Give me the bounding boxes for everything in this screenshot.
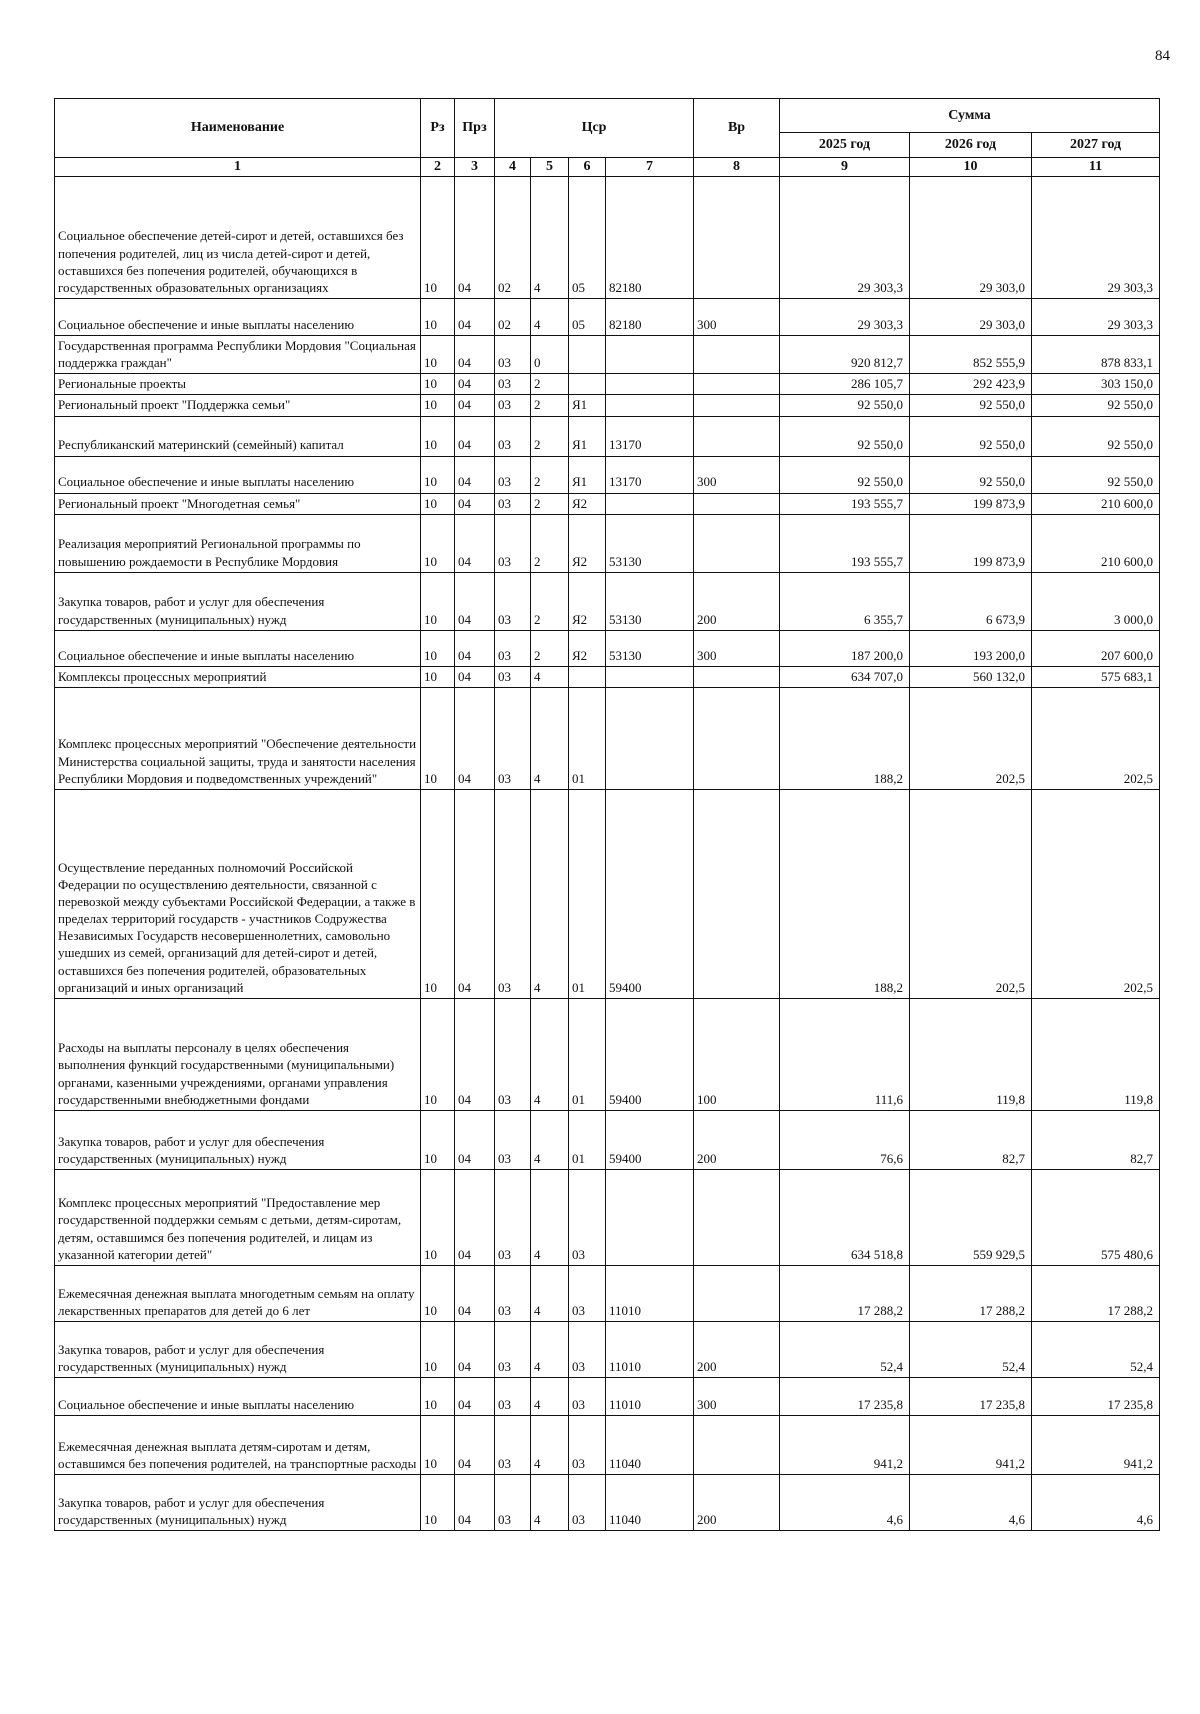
cell-c11: 3 000,0 [1032,572,1160,630]
cell-c2: 10 [421,395,455,416]
row-name-cell: Социальное обеспечение детей-сирот и детей, оставшихся без попечения родителей, лиц из числа детей-сирот и детей, оставшихся без попечения родителей, обучающихся в государственных образовательных организациях [55,177,421,299]
table-row [55,789,1160,998]
table-row [55,998,1160,1110]
column-index: 9 [780,158,910,177]
cell-c4: 03 [495,1265,531,1321]
cell-c3: 04 [455,666,495,687]
header-tser: Цср [495,99,694,158]
cell-c7: 59400 [606,1110,694,1169]
cell-c7: 13170 [606,456,694,493]
cell-c7: 11010 [606,1377,694,1415]
cell-c5: 4 [531,1169,569,1265]
cell-c10: 52,4 [910,1321,1032,1377]
cell-c11: 92 550,0 [1032,456,1160,493]
cell-c8: 200 [694,1321,780,1377]
cell-c8 [694,1415,780,1474]
cell-c9: 6 355,7 [780,572,910,630]
cell-c10: 29 303,0 [910,299,1032,336]
table-row [55,1169,1160,1265]
cell-c10: 559 929,5 [910,1169,1032,1265]
cell-c7 [606,493,694,514]
row-name-cell: Государственная программа Республики Мордовия "Социальная поддержка граждан" [55,336,421,374]
cell-c10: 199 873,9 [910,493,1032,514]
cell-c3: 04 [455,336,495,374]
cell-c6 [569,336,606,374]
cell-c3: 04 [455,572,495,630]
cell-c6: Я2 [569,572,606,630]
cell-c6: Я2 [569,493,606,514]
cell-c4: 03 [495,1110,531,1169]
cell-c10: 199 873,9 [910,514,1032,572]
cell-c8: 100 [694,998,780,1110]
table-row [55,1321,1160,1377]
cell-c6: Я2 [569,630,606,666]
cell-c9: 17 288,2 [780,1265,910,1321]
page-number: 84 [1155,48,1170,64]
row-name-cell: Социальное обеспечение и иные выплаты населению [55,456,421,493]
cell-c4: 03 [495,395,531,416]
row-name-cell: Региональные проекты [55,374,421,395]
row-name-cell: Социальное обеспечение и иные выплаты населению [55,1377,421,1415]
cell-c3: 04 [455,416,495,456]
cell-c9: 188,2 [780,789,910,998]
cell-c6: 03 [569,1377,606,1415]
table-row [55,1110,1160,1169]
cell-c11: 303 150,0 [1032,374,1160,395]
cell-c3: 04 [455,687,495,789]
cell-c7: 53130 [606,572,694,630]
cell-c4: 03 [495,514,531,572]
cell-c8: 300 [694,456,780,493]
cell-c6: 01 [569,1110,606,1169]
cell-c6 [569,374,606,395]
column-index: 7 [606,158,694,177]
column-index: 8 [694,158,780,177]
cell-c10: 292 423,9 [910,374,1032,395]
row-name-cell: Расходы на выплаты персоналу в целях обеспечения выполнения функций государственными (муниципальными) органами, казенными учреждениями, органами управления государственными внебюджетными фондами [55,998,421,1110]
cell-c11: 202,5 [1032,789,1160,998]
cell-c11: 17 235,8 [1032,1377,1160,1415]
column-index: 10 [910,158,1032,177]
cell-c3: 04 [455,1377,495,1415]
cell-c4: 03 [495,572,531,630]
cell-c3: 04 [455,395,495,416]
cell-c2: 10 [421,493,455,514]
cell-c2: 10 [421,1110,455,1169]
cell-c9: 29 303,3 [780,299,910,336]
cell-c2: 10 [421,1321,455,1377]
cell-c7 [606,374,694,395]
cell-c11: 29 303,3 [1032,177,1160,299]
cell-c5: 2 [531,514,569,572]
cell-c9: 92 550,0 [780,456,910,493]
cell-c6: Я1 [569,416,606,456]
row-name-cell: Социальное обеспечение и иные выплаты населению [55,299,421,336]
cell-c5: 4 [531,687,569,789]
cell-c11: 92 550,0 [1032,416,1160,456]
cell-c5: 4 [531,1110,569,1169]
cell-c6: 01 [569,687,606,789]
cell-c9: 634 518,8 [780,1169,910,1265]
cell-c8 [694,514,780,572]
table-row [55,572,1160,630]
cell-c2: 10 [421,1474,455,1530]
row-name-cell: Комплексы процессных мероприятий [55,666,421,687]
cell-c3: 04 [455,1474,495,1530]
cell-c5: 4 [531,177,569,299]
cell-c4: 03 [495,493,531,514]
cell-c11: 29 303,3 [1032,299,1160,336]
cell-c6: 05 [569,299,606,336]
cell-c5: 2 [531,395,569,416]
cell-c6: 03 [569,1265,606,1321]
cell-c7: 53130 [606,630,694,666]
row-name-cell: Закупка товаров, работ и услуг для обеспечения государственных (муниципальных) нужд [55,1321,421,1377]
cell-c2: 10 [421,630,455,666]
row-name-cell: Комплекс процессных мероприятий "Обеспечение деятельности Министерства социальной защиты, труда и занятости населения Республики Мордовия и подведомственных учреждений" [55,687,421,789]
cell-c2: 10 [421,789,455,998]
cell-c8 [694,789,780,998]
row-name-cell: Осуществление переданных полномочий Российской Федерации по осуществлению деятельности, связанной с перевозкой между субъектами Российской Федерации, а также в пределах территорий государств - участников Содружества Независимых Государств несовершеннолетних, самовольно ушедших из семей, организаций для детей-сирот и детей, оставшихся без попечения родителей, образовательных организаций и иных организаций [55,789,421,998]
cell-c9: 286 105,7 [780,374,910,395]
table-row [55,395,1160,416]
cell-c6: 01 [569,789,606,998]
cell-c5: 4 [531,1265,569,1321]
cell-c6: 05 [569,177,606,299]
cell-c10: 852 555,9 [910,336,1032,374]
row-name-cell: Республиканский материнский (семейный) капитал [55,416,421,456]
cell-c10: 202,5 [910,687,1032,789]
cell-c3: 04 [455,299,495,336]
cell-c8: 300 [694,299,780,336]
header-prz: Прз [455,99,495,158]
cell-c4: 03 [495,687,531,789]
row-name-cell: Социальное обеспечение и иные выплаты населению [55,630,421,666]
cell-c11: 119,8 [1032,998,1160,1110]
cell-c2: 10 [421,374,455,395]
cell-c8: 300 [694,1377,780,1415]
cell-c3: 04 [455,374,495,395]
cell-c4: 03 [495,1377,531,1415]
cell-c7 [606,395,694,416]
cell-c8 [694,493,780,514]
cell-c10: 941,2 [910,1415,1032,1474]
row-name-cell: Ежемесячная денежная выплата детям-сиротам и детям, оставшимся без попечения родителей, на транспортные расходы [55,1415,421,1474]
row-name-cell: Закупка товаров, работ и услуг для обеспечения государственных (муниципальных) нужд [55,572,421,630]
cell-c9: 187 200,0 [780,630,910,666]
cell-c2: 10 [421,687,455,789]
column-index: 3 [455,158,495,177]
column-index: 2 [421,158,455,177]
cell-c4: 03 [495,336,531,374]
row-name-cell: Закупка товаров, работ и услуг для обеспечения государственных (муниципальных) нужд [55,1474,421,1530]
cell-c3: 04 [455,998,495,1110]
cell-c4: 03 [495,416,531,456]
table-row [55,1415,1160,1474]
cell-c10: 6 673,9 [910,572,1032,630]
cell-c5: 2 [531,572,569,630]
cell-c4: 03 [495,1321,531,1377]
cell-c4: 03 [495,1169,531,1265]
cell-c7: 13170 [606,416,694,456]
cell-c7: 11010 [606,1265,694,1321]
cell-c10: 17 235,8 [910,1377,1032,1415]
cell-c5: 4 [531,998,569,1110]
table-row [55,456,1160,493]
table-row [55,374,1160,395]
cell-c4: 03 [495,998,531,1110]
table-row [55,1377,1160,1415]
cell-c11: 82,7 [1032,1110,1160,1169]
row-name-cell: Реализация мероприятий Региональной программы по повышению рождаемости в Республике Мордовия [55,514,421,572]
cell-c8 [694,177,780,299]
cell-c3: 04 [455,1415,495,1474]
cell-c10: 17 288,2 [910,1265,1032,1321]
cell-c2: 10 [421,177,455,299]
cell-c2: 10 [421,572,455,630]
cell-c10: 92 550,0 [910,456,1032,493]
cell-c7 [606,687,694,789]
cell-c4: 03 [495,456,531,493]
cell-c10: 193 200,0 [910,630,1032,666]
cell-c11: 17 288,2 [1032,1265,1160,1321]
cell-c2: 10 [421,1377,455,1415]
cell-c8 [694,374,780,395]
cell-c10: 4,6 [910,1474,1032,1530]
cell-c8: 200 [694,1110,780,1169]
cell-c5: 2 [531,493,569,514]
cell-c5: 4 [531,1377,569,1415]
cell-c10: 560 132,0 [910,666,1032,687]
cell-c3: 04 [455,1169,495,1265]
table-row [55,687,1160,789]
cell-c2: 10 [421,456,455,493]
table-row [55,299,1160,336]
cell-c5: 2 [531,374,569,395]
cell-c7 [606,1169,694,1265]
cell-c7: 82180 [606,177,694,299]
cell-c5: 2 [531,630,569,666]
header-year-2026: 2026 год [910,133,1032,158]
cell-c8: 200 [694,572,780,630]
cell-c7: 11010 [606,1321,694,1377]
table-row [55,1474,1160,1530]
header-summa: Сумма [780,99,1160,133]
cell-c9: 92 550,0 [780,416,910,456]
cell-c3: 04 [455,514,495,572]
header-year-2025: 2025 год [780,133,910,158]
cell-c7: 59400 [606,789,694,998]
cell-c10: 202,5 [910,789,1032,998]
cell-c6 [569,666,606,687]
cell-c9: 111,6 [780,998,910,1110]
cell-c2: 10 [421,666,455,687]
cell-c4: 03 [495,630,531,666]
cell-c10: 92 550,0 [910,416,1032,456]
header-vr: Вр [694,99,780,158]
cell-c9: 4,6 [780,1474,910,1530]
cell-c5: 4 [531,666,569,687]
cell-c2: 10 [421,416,455,456]
cell-c2: 10 [421,1415,455,1474]
cell-c11: 4,6 [1032,1474,1160,1530]
cell-c11: 941,2 [1032,1415,1160,1474]
cell-c11: 92 550,0 [1032,395,1160,416]
cell-c4: 03 [495,1415,531,1474]
cell-c3: 04 [455,456,495,493]
cell-c5: 4 [531,1321,569,1377]
cell-c11: 575 683,1 [1032,666,1160,687]
cell-c11: 52,4 [1032,1321,1160,1377]
cell-c4: 02 [495,177,531,299]
table-row [55,1265,1160,1321]
cell-c3: 04 [455,493,495,514]
cell-c8 [694,666,780,687]
cell-c10: 119,8 [910,998,1032,1110]
cell-c11: 575 480,6 [1032,1169,1160,1265]
cell-c7: 11040 [606,1474,694,1530]
cell-c8 [694,687,780,789]
cell-c8 [694,416,780,456]
cell-c3: 04 [455,1110,495,1169]
cell-c4: 03 [495,789,531,998]
table-row [55,493,1160,514]
row-name-cell: Комплекс процессных мероприятий "Предоставление мер государственной поддержки семьям с детьми, детям-сиротам, детям, оставшимся без попечения родителей, и лицам из указанной категории детей" [55,1169,421,1265]
cell-c8 [694,1265,780,1321]
cell-c7 [606,666,694,687]
cell-c2: 10 [421,1265,455,1321]
cell-c9: 193 555,7 [780,493,910,514]
cell-c9: 76,6 [780,1110,910,1169]
cell-c8: 200 [694,1474,780,1530]
header-name: Наименование [55,99,421,158]
cell-c9: 29 303,3 [780,177,910,299]
cell-c11: 202,5 [1032,687,1160,789]
cell-c7: 11040 [606,1415,694,1474]
cell-c2: 10 [421,514,455,572]
cell-c9: 920 812,7 [780,336,910,374]
cell-c10: 92 550,0 [910,395,1032,416]
column-index: 6 [569,158,606,177]
cell-c5: 4 [531,299,569,336]
cell-c9: 188,2 [780,687,910,789]
cell-c8 [694,336,780,374]
column-index: 4 [495,158,531,177]
budget-table [54,98,1160,1531]
cell-c5: 4 [531,1415,569,1474]
cell-c3: 04 [455,1265,495,1321]
cell-c8 [694,395,780,416]
table-row [55,336,1160,374]
cell-c11: 878 833,1 [1032,336,1160,374]
cell-c9: 193 555,7 [780,514,910,572]
cell-c3: 04 [455,630,495,666]
cell-c6: 01 [569,998,606,1110]
cell-c8: 300 [694,630,780,666]
column-index: 1 [55,158,421,177]
header-rz: Рз [421,99,455,158]
cell-c6: Я1 [569,456,606,493]
table-row [55,177,1160,299]
cell-c7: 59400 [606,998,694,1110]
table-row [55,514,1160,572]
cell-c11: 210 600,0 [1032,493,1160,514]
cell-c9: 52,4 [780,1321,910,1377]
table-row [55,416,1160,456]
cell-c5: 4 [531,1474,569,1530]
cell-c4: 02 [495,299,531,336]
row-name-cell: Региональный проект "Поддержка семьи" [55,395,421,416]
cell-c10: 29 303,0 [910,177,1032,299]
cell-c9: 941,2 [780,1415,910,1474]
table-body [55,177,1160,1531]
cell-c3: 04 [455,177,495,299]
cell-c6: 03 [569,1321,606,1377]
column-index: 11 [1032,158,1160,177]
cell-c4: 03 [495,666,531,687]
cell-c11: 207 600,0 [1032,630,1160,666]
cell-c4: 03 [495,1474,531,1530]
cell-c7: 82180 [606,299,694,336]
cell-c3: 04 [455,789,495,998]
column-index: 5 [531,158,569,177]
cell-c5: 0 [531,336,569,374]
cell-c7 [606,336,694,374]
cell-c6: Я2 [569,514,606,572]
cell-c5: 2 [531,416,569,456]
cell-c9: 92 550,0 [780,395,910,416]
cell-c2: 10 [421,336,455,374]
column-index-row [55,158,1160,177]
cell-c3: 04 [455,1321,495,1377]
row-name-cell: Региональный проект "Многодетная семья" [55,493,421,514]
row-name-cell: Закупка товаров, работ и услуг для обеспечения государственных (муниципальных) нужд [55,1110,421,1169]
cell-c9: 634 707,0 [780,666,910,687]
row-name-cell: Ежемесячная денежная выплата многодетным семьям на оплату лекарственных препаратов для детей до 6 лет [55,1265,421,1321]
table-row [55,630,1160,666]
cell-c11: 210 600,0 [1032,514,1160,572]
cell-c5: 4 [531,789,569,998]
cell-c7: 53130 [606,514,694,572]
cell-c6: Я1 [569,395,606,416]
cell-c6: 03 [569,1474,606,1530]
cell-c2: 10 [421,299,455,336]
header-year-2027: 2027 год [1032,133,1160,158]
cell-c10: 82,7 [910,1110,1032,1169]
cell-c2: 10 [421,1169,455,1265]
cell-c5: 2 [531,456,569,493]
cell-c8 [694,1169,780,1265]
cell-c6: 03 [569,1169,606,1265]
cell-c9: 17 235,8 [780,1377,910,1415]
cell-c6: 03 [569,1415,606,1474]
table-row [55,666,1160,687]
cell-c4: 03 [495,374,531,395]
cell-c2: 10 [421,998,455,1110]
